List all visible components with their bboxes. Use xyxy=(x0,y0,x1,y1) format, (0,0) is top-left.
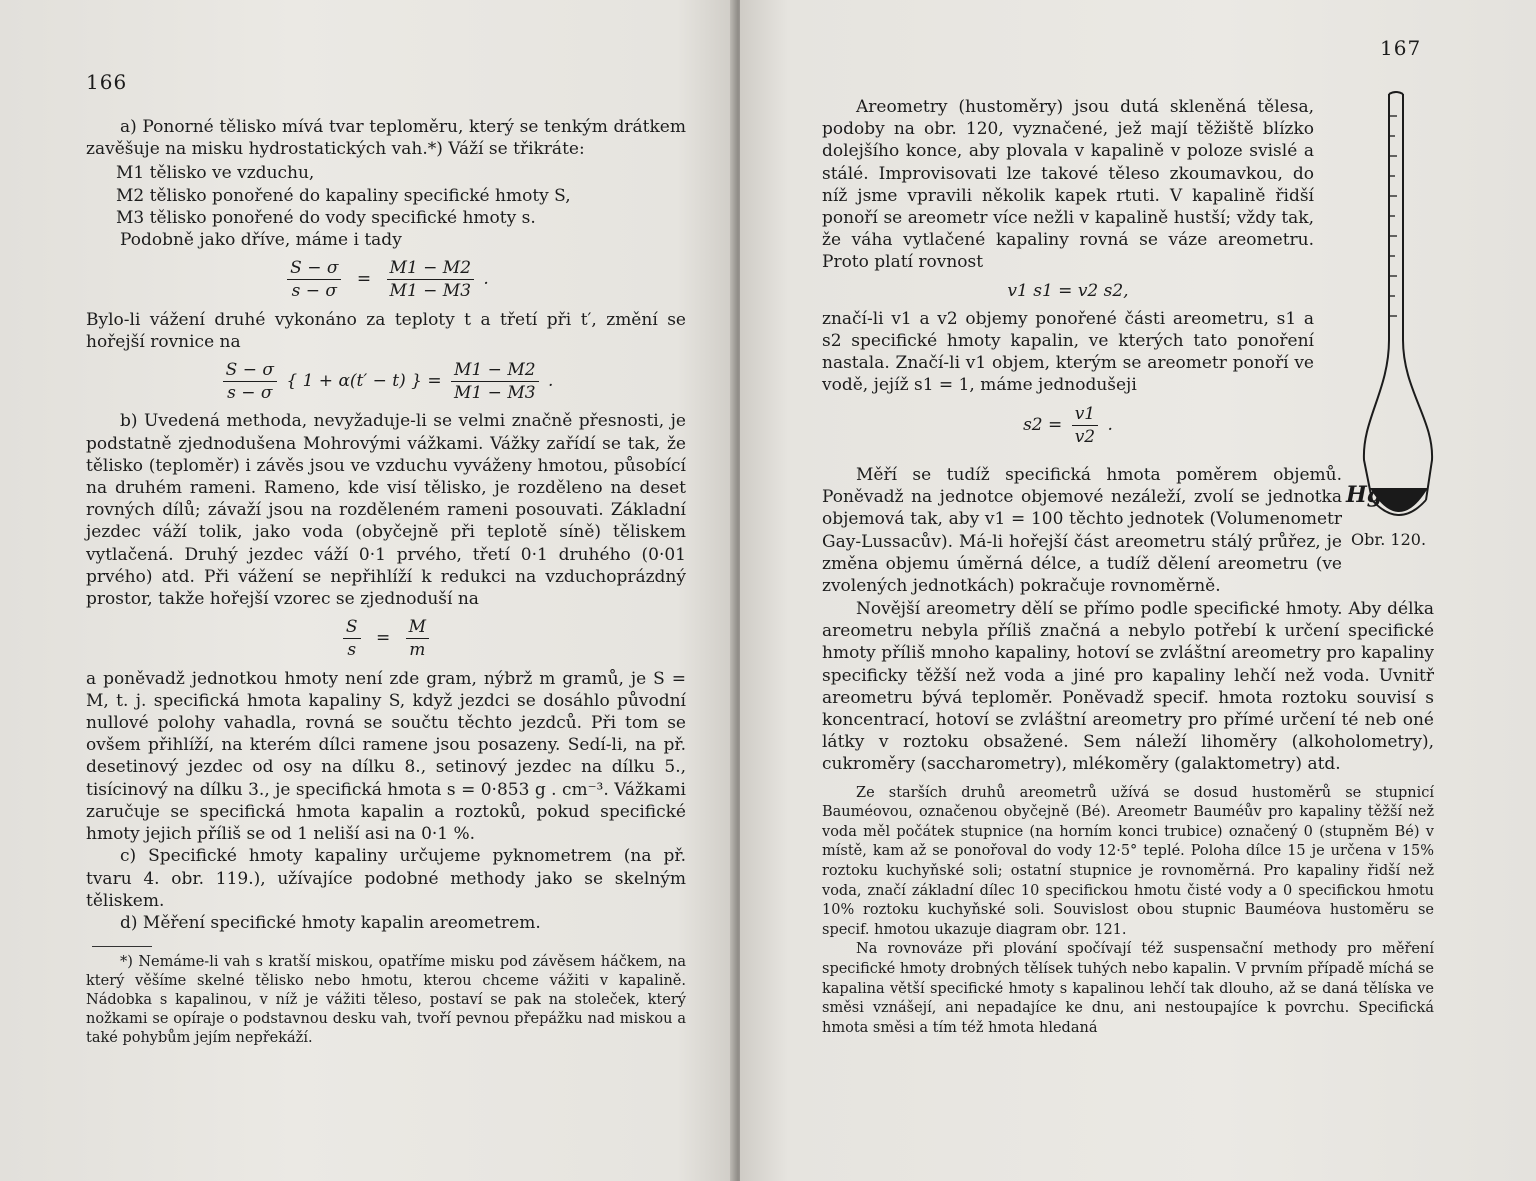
eq2-left-denominator: s − σ xyxy=(227,383,273,404)
eq3-right-numerator: M xyxy=(406,616,429,639)
list-item: M2 tělisko ponořené do kapaliny specifické hmoty S, xyxy=(116,185,571,206)
paragraph-areometry: Areometry (hustoměry) jsou dutá skleněná tělesa, podoby na obr. 120, vyznačené, jež mají těžiště blízko dolejšího konce, aby plovala v kapalině v poloze svislé a stálé. Improvisovati lze takové těleso zkoumavkou, do níž jsme vpravili několik kapek rtuti. V kapalině řidší ponoří se areometr více nežli v kapalině hustší; vždy tak, že váha vytlačené kapaliny rovná se váze areometru. Proto platí rovnost xyxy=(822,97,1314,273)
paragraph-c: c) Specifické hmoty kapaliny určujeme pyknometrem (na př. tvaru 4. obr. 119.), užívajíce podobné methody jako se skelným těliskem. xyxy=(86,846,686,911)
eq3-right-denominator: m xyxy=(409,640,426,661)
left-text-column xyxy=(86,116,686,1048)
paragraph-volumes: značí-li v1 a v2 objemy ponořené části areometru, s1 a s2 specifické hmoty kapalin, ve kterých tato ponoření nastala. Značí-li v1 objem, kterým se areometr ponoří ve vodě, jejíž s1 = 1, máme jednodušeji xyxy=(822,308,1314,396)
eq2-right-denominator: M1 − M3 xyxy=(454,383,536,404)
equation-r1: v1 s1 = v2 s2, xyxy=(1007,280,1129,301)
paragraph-a-2: Podobně jako dříve, máme i tady xyxy=(120,230,402,251)
eq-r2-denominator: v2 xyxy=(1074,426,1096,447)
list-item: M3 tělisko ponořené do vody specifické hmoty s. xyxy=(116,207,536,228)
right-text-column-wide xyxy=(822,598,1434,1038)
footnote: *) Nemáme-li vah s kratší miskou, opatříme misku pod závěsem háčkem, na který věšíme skelné tělisko nebo hmotu, kterou chceme vážiti v kapalině. Nádobka s kapalinou, v níž je vážiti těleso, postaví se pak na stoleček, který nožkami se opíraje o podstavnou desku vah, tvoří pevnou přepážku nad miskou a také pohybům jejím nepřekáží. xyxy=(86,954,686,1047)
paragraph-a-3: Bylo-li vážení druhé vykonáno za teploty t a třetí při t′, změní se hořejší rovnice na xyxy=(86,309,686,352)
figure-label: Hg xyxy=(1346,482,1383,508)
eq2-middle: { 1 + α(t′ − t) } = xyxy=(286,371,442,392)
paragraph-a-intro: a) Ponorné tělisko mívá tvar teploměru, který se tenkým drátkem zavěšuje na misku hydrostatických vah.*) Váží se třikráte: xyxy=(86,117,686,160)
equation-1: $\frac{S - \sigma}{s - \sigma}$ = $\frac{M1 - M2}{M1 - M3}$ . xyxy=(86,257,686,302)
eq1-left-denominator: s − σ xyxy=(291,281,337,302)
list-item: M1 tělisko ve vzduchu, xyxy=(116,163,315,184)
paragraph-newer-areometers: Novější areometry dělí se přímo podle specifické hmoty. Aby délka areometru nebyla příliš značná a nebylo potřebí k určení specifické hmoty příliš mnoho kapaliny, hotoví se zvláštní areometry pro kapaliny specificky těžší než voda a jiné pro kapaliny lehčí než voda. Uvnitř areometru bývá teploměr. Poněvadž specif. hmota roztoku souvisí s koncentrací, hotoví se zvláštní areometry pro přímé určení té neb oné látky v roztoku obsažené. Sem náleží lihoměry (alkoholometry), cukroměry (saccharometry), mlékoměry (galaktometry) atd. xyxy=(822,599,1434,775)
paragraph-volume-ratio: Měří se tudíž specifická hmota poměrem objemů. Poněvadž na jednotce objemové nezáleží, zvolí se jednotka objemová tak, aby v1 = 100 těchto jednotek (Volumenometr Gay-Lussacův). Má-li hořejší část areometru stálý průřez, je změna objemu úměrná délce, a tudíž dělení areometru (ve zvolených jednotkách) pokračuje rovnoměrně. xyxy=(822,465,1342,597)
paragraph-suspension: Na rovnováze při plování spočívají též suspensační methody pro měření specifické hmoty drobných tělísek tuhých nebo kapalin. V prvním případě míchá se kapalina větší specifické hmoty s kapalinou lehčí tak dlouho, až se daná tělíska ve směsi vznášejí, ani nepadajíce ke dnu, ani nestoupajíce k povrchu. Specifická hmota směsi a tím též hmota hledaná xyxy=(822,941,1434,1036)
eq1-left-numerator: S − σ xyxy=(287,257,341,280)
eq3-left-denominator: s xyxy=(347,640,357,661)
right-page xyxy=(740,0,1536,1181)
eq2-right-numerator: M1 − M2 xyxy=(451,359,539,382)
equation-3: $\frac{S}{s}$ = $\frac{M}{m}$ xyxy=(86,616,686,661)
right-text-column-mid xyxy=(822,464,1342,597)
figure-caption: Obr. 120. xyxy=(1351,530,1427,549)
eq1-right-numerator: M1 − M2 xyxy=(387,257,475,280)
paragraph-baume: Ze starších druhů areometrů užívá se dosud hustoměrů se stupnicí Bauméovou, označenou obyčejně (Bé). Areometr Bauméův pro kapaliny těžší než voda měl počátek stupnice (na horním konci trubice) označený 0 (stupněm Bé) v místě, kam až se ponořoval do vody 12·5° teplé. Poloha dílce 15 je určena v 15% roztoku kuchyňské soli; ostatní stupnice je rovnoměrná. Pro kapaliny řidší než voda, značí základní dílec 10 specifickou hmotu čisté vody a 0 specifickou hmotu 10% roztoku kuchyňské soli. Souvislost obou stupnic Bauméova hustoměru se specif. hmotou ukazuje diagram obr. 121. xyxy=(822,784,1434,938)
equation-2: $\frac{S - \sigma}{s - \sigma}$ { 1 + α(t′ − t) } = $\frac{M1 - M2}{M1 - M3}$ . xyxy=(86,359,686,404)
right-text-column-narrow xyxy=(822,96,1314,454)
equation-r2: s2 = $\frac{v1}{v2}$ . xyxy=(1023,403,1113,447)
page-number-right: 167 xyxy=(1380,36,1422,60)
eq2-left-numerator: S − σ xyxy=(223,359,277,382)
eq-r2-numerator: v1 xyxy=(1072,403,1098,426)
eq3-left-numerator: S xyxy=(343,616,361,639)
weighing-list xyxy=(86,162,686,229)
paragraph-b-2: a poněvadž jednotkou hmoty není zde gram, nýbrž m gramů, je S = M, t. j. specifická hmota kapaliny S, když jezdci se dosáhlo původní nullové polohy vahadla, rovná se součtu těchto jezdců. Při tom se ovšem přihlíží, na kterém dílci ramene jsou posazeny. Sedí-li, na př. desetinový jezdec od osy na dílku 8., setinový jezdec na dílku 5., tisícinový na dílku 3., je specifická hmota s = 0·853 g . cm⁻³. Vážkami zaručuje se specifická hmota kapalin a roztoků, pokud specifické hmoty jejich příliš se od 1 neliší asi na 0·1 %. xyxy=(86,668,686,845)
paragraph-d: d) Měření specifické hmoty kapalin areometrem. xyxy=(120,912,541,933)
paragraph-b: b) Uvedená methoda, nevyžaduje-li se velmi značně přesnosti, je podstatně zjednodušena Mohrovými vážkami. Vážky zařídí se tak, že tělisko (teploměr) i závěs jsou ve vzduchu vyváženy hmotou, působící na druhém rameni. Rameno, kde visí tělisko, je rozděleno na deset rovných dílů; závaží jsou na rozděleném rameni posouvati. Základní jezdec váží tolik, jako voda (obyčejně při teplotě síně) těliskem vytlačená. Druhý jezdec váží 0·1 prvého, třetí 0·1 druhého (0·01 prvého) atd. Při vážení se nepřihlíží k redukci na vzduchoprázdný prostor, takže hořejší vzorec se zjednoduší na xyxy=(86,411,686,610)
left-page xyxy=(0,0,736,1181)
eq1-right-denominator: M1 − M3 xyxy=(389,281,472,302)
page-number-left: 166 xyxy=(86,70,128,94)
areometer-figure xyxy=(1342,90,1462,560)
footnote-rule xyxy=(92,946,152,947)
eq-r2-lhs: s2 = xyxy=(1023,414,1063,435)
